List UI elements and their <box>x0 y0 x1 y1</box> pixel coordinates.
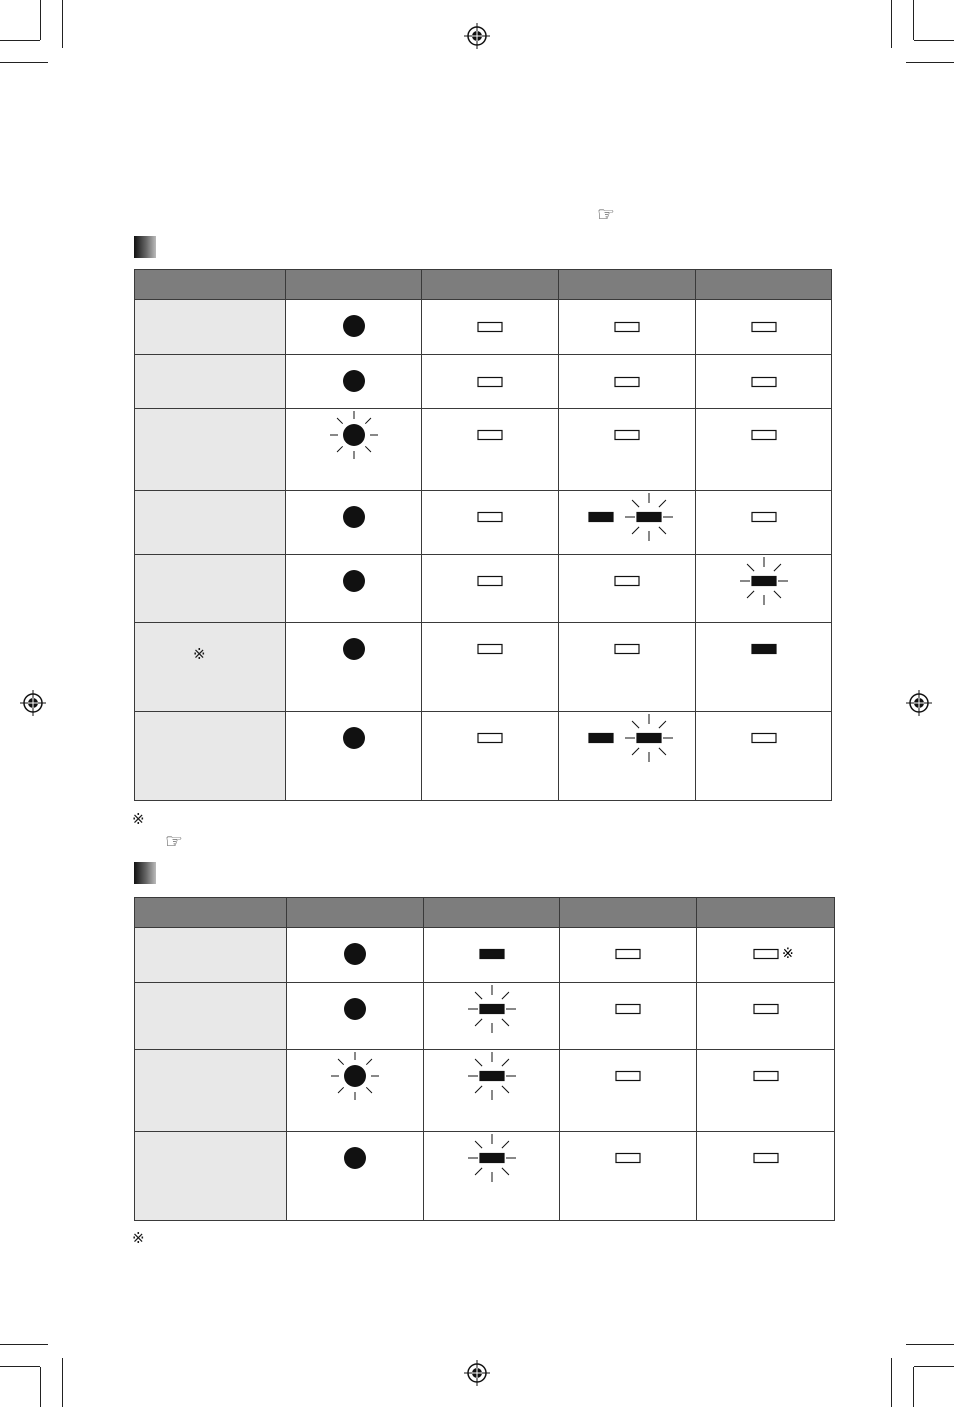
registration-target-right <box>906 690 932 716</box>
indicator-cell <box>696 300 832 355</box>
indicator-cell <box>560 928 697 983</box>
unlit-indicator-icon <box>460 356 520 408</box>
unlit-indicator-icon <box>736 1050 796 1102</box>
unlit-indicator-icon <box>460 301 520 353</box>
header-cell <box>560 898 697 928</box>
unlit-indicator-icon <box>598 1050 658 1102</box>
table-header-row <box>135 270 832 300</box>
row-label <box>135 1132 287 1221</box>
indicator-glyph <box>286 491 421 543</box>
indicator-glyph <box>697 1050 834 1102</box>
indicator-cell <box>559 409 696 491</box>
unlit-indicator-icon <box>734 491 794 543</box>
indicator-glyph <box>424 1050 559 1102</box>
indicator-cell <box>696 491 832 555</box>
power-led-icon <box>325 983 385 1035</box>
indicator-cell <box>697 928 835 983</box>
unlit-indicator-icon <box>460 555 520 607</box>
power-led-icon <box>324 555 384 607</box>
table-row <box>135 1132 835 1221</box>
indicator-cell <box>422 623 559 712</box>
unlit-indicator-icon <box>598 928 658 980</box>
indicator-cell <box>697 983 835 1050</box>
indicator-glyph <box>560 983 696 1035</box>
footnote-reference-pointer-icon: ☞ <box>165 831 183 853</box>
indicator-cell <box>696 623 832 712</box>
unlit-indicator-icon <box>460 491 520 543</box>
table-row <box>135 1050 835 1132</box>
indicator-cell <box>560 1050 697 1132</box>
indicator-glyph <box>286 623 421 675</box>
indicator-glyph <box>696 712 831 764</box>
indicator-glyph <box>424 1132 559 1184</box>
blinking-indicator-icon <box>462 1132 522 1184</box>
indicator-cell <box>422 491 559 555</box>
table-row <box>135 928 835 983</box>
unlit-indicator-icon <box>734 712 794 764</box>
indicator-cell <box>422 712 559 801</box>
indicator-glyph <box>559 356 695 408</box>
indicator-cell <box>286 409 422 491</box>
registration-target-bottom <box>464 1360 490 1386</box>
indicator-cell <box>286 491 422 555</box>
header-cell <box>696 270 832 300</box>
indicator-glyph <box>560 1050 696 1102</box>
note-mark: ※ <box>193 646 206 663</box>
power-led-icon <box>324 491 384 543</box>
footnote-mark-1: ※ <box>132 811 145 828</box>
blinking-power-led-icon <box>325 1050 385 1102</box>
indicator-glyph <box>287 928 423 980</box>
table-row <box>135 712 832 801</box>
blinking-power-led-icon <box>324 409 384 461</box>
footnote-mark-2: ※ <box>132 1230 145 1247</box>
unlit-indicator-icon <box>734 409 794 461</box>
indicator-glyph <box>559 555 695 607</box>
indicator-cell <box>287 1132 424 1221</box>
indicator-cell <box>422 409 559 491</box>
power-led-icon <box>324 623 384 675</box>
unlit-indicator-icon <box>736 983 796 1035</box>
unlit-indicator-icon <box>734 356 794 408</box>
indicator-glyph <box>559 301 695 353</box>
indicator-glyph <box>697 1132 834 1184</box>
indicator-cell <box>422 300 559 355</box>
indicator-cell <box>422 355 559 409</box>
indicator-cell <box>424 1132 560 1221</box>
unlit-indicator-icon <box>460 623 520 675</box>
indicator-cell <box>286 355 422 409</box>
registration-target-top <box>464 23 490 49</box>
row-label <box>135 983 287 1050</box>
blinking-indicator-icon <box>462 1050 522 1102</box>
indicator-glyph <box>696 491 831 543</box>
indicator-cell <box>696 555 832 623</box>
power-led-icon <box>324 300 384 352</box>
unlit-indicator-icon <box>460 712 520 764</box>
indicator-cell <box>286 712 422 801</box>
indicator-glyph <box>697 983 834 1035</box>
lit-indicator-icon <box>734 623 794 675</box>
indicator-glyph <box>287 983 423 1035</box>
indicator-glyph <box>286 300 421 352</box>
indicator-cell <box>559 555 696 623</box>
indicator-glyph <box>422 409 558 461</box>
indicator-glyph <box>559 623 695 675</box>
table-row <box>135 983 835 1050</box>
unlit-indicator-icon <box>734 301 794 353</box>
indicator-glyph <box>559 712 695 764</box>
header-cell <box>286 270 422 300</box>
unlit-indicator-icon <box>597 301 657 353</box>
table-row <box>135 300 832 355</box>
indicator-glyph <box>697 928 834 980</box>
table-row <box>135 409 832 491</box>
indicator-glyph <box>696 356 831 408</box>
indicator-cell <box>287 928 424 983</box>
header-cell <box>287 898 424 928</box>
alternating-indicator-icon <box>577 712 677 764</box>
indicator-glyph <box>286 409 421 461</box>
indicator-cell <box>697 1050 835 1132</box>
indicator-glyph <box>286 555 421 607</box>
row-label <box>135 555 286 623</box>
indicator-glyph <box>422 301 558 353</box>
indicator-cell <box>422 555 559 623</box>
indicator-glyph <box>696 301 831 353</box>
indicator-cell <box>560 983 697 1050</box>
table-header-row <box>135 898 835 928</box>
indicator-glyph <box>696 555 831 607</box>
indicator-cell <box>560 1132 697 1221</box>
header-cell <box>422 270 559 300</box>
indicator-cell <box>424 1050 560 1132</box>
indicator-glyph <box>286 712 421 764</box>
indicator-glyph <box>559 491 695 543</box>
section-marker-2 <box>134 862 156 884</box>
reference-pointer-icon: ☞ <box>597 204 615 226</box>
unlit-indicator-icon <box>736 928 796 980</box>
registration-target-left <box>20 690 46 716</box>
indicator-glyph <box>422 623 558 675</box>
row-label <box>135 355 286 409</box>
row-label <box>135 409 286 491</box>
header-cell <box>424 898 560 928</box>
indicator-glyph <box>560 1132 696 1184</box>
indicator-cell <box>559 491 696 555</box>
indicator-cell <box>696 712 832 801</box>
row-label <box>135 300 286 355</box>
indicator-cell <box>559 712 696 801</box>
indicator-glyph <box>696 409 831 461</box>
unlit-indicator-icon <box>598 1132 658 1184</box>
indicator-glyph <box>287 1132 423 1184</box>
unlit-indicator-icon <box>460 409 520 461</box>
table-row <box>135 355 832 409</box>
indicator-glyph <box>696 623 831 675</box>
indicator-glyph <box>424 983 559 1035</box>
indicator-glyph <box>560 928 696 980</box>
indicator-cell <box>696 355 832 409</box>
indicator-cell <box>287 1050 424 1132</box>
indicator-table-2 <box>134 897 835 1221</box>
table-row <box>135 491 832 555</box>
section-marker-1 <box>134 236 156 258</box>
indicator-cell <box>559 355 696 409</box>
header-cell <box>697 898 835 928</box>
indicator-cell <box>287 983 424 1050</box>
lit-indicator-icon <box>462 928 522 980</box>
indicator-table-1 <box>134 269 832 801</box>
row-label <box>135 712 286 801</box>
header-cell <box>135 898 287 928</box>
indicator-cell <box>697 1132 835 1221</box>
indicator-cell <box>424 928 560 983</box>
indicator-glyph <box>559 409 695 461</box>
power-led-icon <box>324 355 384 407</box>
table-row <box>135 555 832 623</box>
indicator-cell <box>559 623 696 712</box>
unlit-indicator-icon <box>597 623 657 675</box>
unlit-indicator-icon <box>736 1132 796 1184</box>
row-label <box>135 928 287 983</box>
unlit-indicator-icon <box>597 555 657 607</box>
power-led-icon <box>325 1132 385 1184</box>
power-led-icon <box>325 928 385 980</box>
indicator-cell <box>286 555 422 623</box>
indicator-glyph <box>422 491 558 543</box>
unlit-indicator-icon <box>597 356 657 408</box>
blinking-indicator-icon <box>462 983 522 1035</box>
indicator-glyph <box>287 1050 423 1102</box>
indicator-cell <box>286 623 422 712</box>
row-label <box>135 623 286 712</box>
indicator-glyph <box>422 555 558 607</box>
table-row <box>135 623 832 712</box>
indicator-glyph <box>424 928 559 980</box>
header-cell <box>559 270 696 300</box>
unlit-indicator-icon <box>597 409 657 461</box>
indicator-glyph <box>422 356 558 408</box>
row-label <box>135 491 286 555</box>
power-led-icon <box>324 712 384 764</box>
indicator-cell <box>424 983 560 1050</box>
header-cell <box>135 270 286 300</box>
indicator-cell <box>696 409 832 491</box>
row-label <box>135 1050 287 1132</box>
indicator-cell <box>559 300 696 355</box>
indicator-cell <box>286 300 422 355</box>
indicator-glyph <box>422 712 558 764</box>
svg-text:※: ※ <box>781 946 794 962</box>
unlit-indicator-icon <box>598 983 658 1035</box>
indicator-glyph <box>286 355 421 407</box>
alternating-indicator-icon <box>577 491 677 543</box>
blinking-indicator-icon <box>734 555 794 607</box>
